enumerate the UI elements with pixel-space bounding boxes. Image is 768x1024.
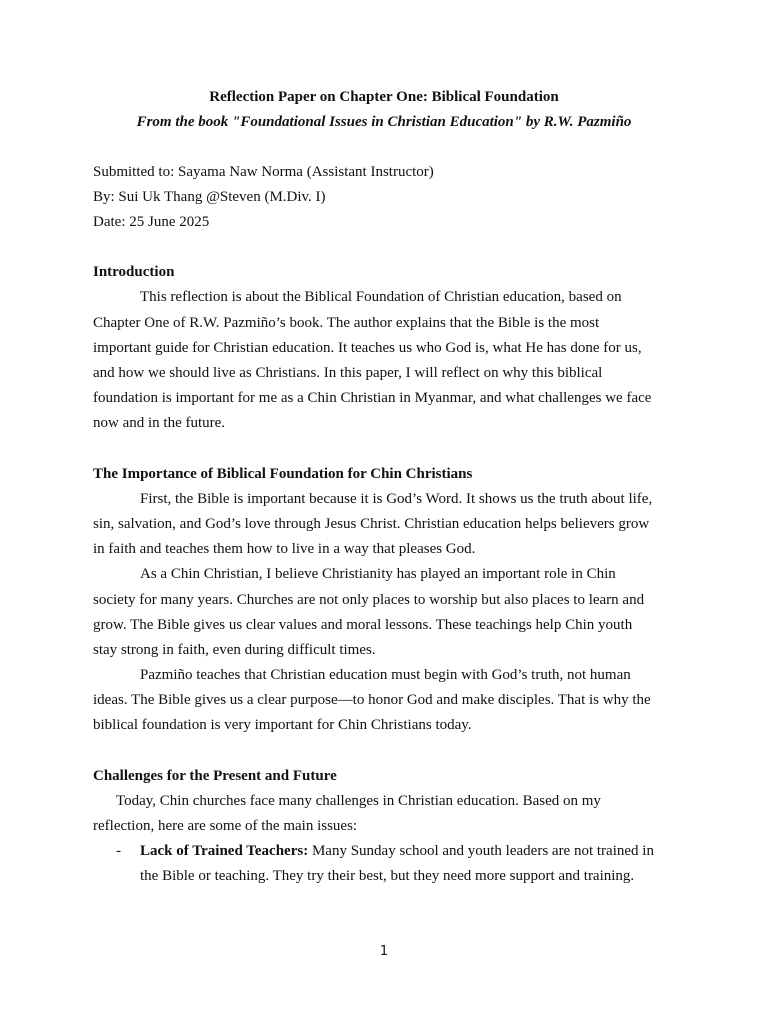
bullet-second-line: the Bible or teaching. They try their best, but they need more support and training.	[140, 868, 635, 884]
submitted-to: Submitted to: Sayama Naw Norma (Assistant Instructor)	[93, 164, 434, 180]
page-number: 1	[379, 944, 389, 959]
intro-line: and how we should live as Christians. In this paper, I will reflect on why this biblical	[93, 365, 603, 381]
bullet-label: Lack of Trained Teachers:	[140, 843, 309, 859]
intro-line: Chapter One of R.W. Pazmiño’s book. The author explains that the Bible is the most	[93, 315, 600, 331]
author-line: By: Sui Uk Thang @Steven (M.Div. I)	[93, 189, 326, 205]
importance-line: Pazmiño teaches that Christian education must begin with God’s truth, not human	[140, 667, 631, 683]
importance-line: ideas. The Bible gives us a clear purpose—to honor God and make disciples. That is why the	[93, 692, 651, 708]
importance-heading: The Importance of Biblical Foundation for Chin Christians	[93, 466, 473, 482]
importance-line: sin, salvation, and God’s love through Jesus Christ. Christian education helps believers grow	[93, 516, 650, 532]
challenges-line: reflection, here are some of the main issues:	[93, 818, 358, 834]
paper-subtitle: From the book "Foundational Issues in Christian Education" by R.W. Pazmiño	[136, 114, 632, 130]
importance-line: stay strong in faith, even during difficult times.	[93, 642, 376, 658]
bullet-first-line	[140, 841, 654, 861]
challenges-heading: Challenges for the Present and Future	[93, 768, 337, 784]
importance-line: First, the Bible is important because it is God’s Word. It shows us the truth about life,	[140, 491, 653, 507]
intro-line: foundation is important for me as a Chin Christian in Myanmar, and what challenges we face	[93, 390, 652, 406]
intro-line: now and in the future.	[93, 415, 226, 431]
challenges-line: Today, Chin churches face many challenges in Christian education. Based on my	[116, 793, 601, 809]
introduction-heading: Introduction	[93, 264, 175, 280]
intro-line: important guide for Christian education. It teaches us who God is, what He has done for us,	[93, 340, 642, 356]
bullet-text: Many Sunday school and youth leaders are not trained in	[308, 843, 654, 859]
intro-line: This reflection is about the Biblical Foundation of Christian education, based on	[140, 289, 622, 305]
bullet-dash: -	[116, 843, 121, 859]
importance-line: society for many years. Churches are not only places to worship but also places to learn and	[93, 592, 645, 608]
importance-line: grow. The Bible gives us clear values and moral lessons. These teachings help Chin youth	[93, 617, 633, 633]
importance-line: in faith and teaches them how to live in a way that pleases God.	[93, 541, 476, 557]
importance-line: As a Chin Christian, I believe Christianity has played an important role in Chin	[140, 566, 616, 582]
importance-line: biblical foundation is very important for Chin Christians today.	[93, 717, 472, 733]
date-line: Date: 25 June 2025	[93, 214, 210, 230]
paper-title: Reflection Paper on Chapter One: Biblical Foundation	[209, 89, 559, 105]
